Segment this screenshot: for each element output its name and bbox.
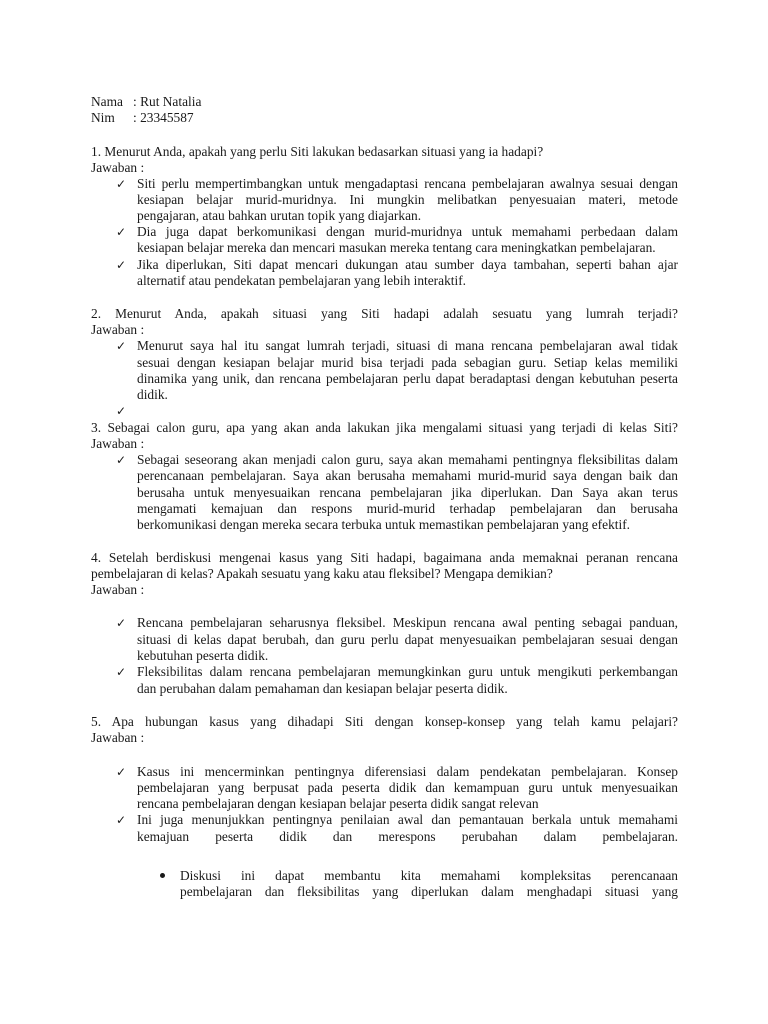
q5-answer-label: Jawaban : xyxy=(91,730,145,745)
q1-item1-line1: Siti perlu mempertimbangkan untuk mengadaptasi rencana pembelajaran awalnya sesuai dengan xyxy=(137,176,678,191)
q3-item1-line3: berusaha untuk menyesuaikan rencana pembelajaran jika diperlukan. Dan Saya akan terus xyxy=(137,485,678,500)
q1-item3-line1: Jika diperlukan, Siti dapat mencari dukungan atau sumber daya tambahan, seperti bahan ajar xyxy=(137,257,678,272)
q1-item3-line2: alternatif atau pendekatan pembelajaran yang lebih interaktif. xyxy=(137,273,467,288)
nama-label: Nama xyxy=(91,94,123,109)
q4-answer-label: Jawaban : xyxy=(91,582,145,597)
q3-item1-line1: Sebagai seseorang akan menjadi calon guru, saya akan memahami pentingnya fleksibilitas dalam xyxy=(137,452,678,467)
check-icon: ✓ xyxy=(116,453,127,467)
q1-item1-line2: kesiapan belajar murid-muridnya. Ini mungkin melibatkan penyesuaian materi, metode xyxy=(137,192,678,207)
q4-item2-line1: Fleksibilitas dalam rencana pembelajaran memungkinkan guru untuk mengikuti perkembangan xyxy=(137,664,678,679)
bullet-dot-icon xyxy=(160,873,165,878)
q4-question-line1: 4. Setelah berdiskusi mengenai kasus yang Siti hadapi, bagaimana anda memaknai peranan rencana xyxy=(91,550,678,565)
q5-bullet-line2: pembelajaran dan fleksibilitas yang diperlukan dalam menghadapi situasi yang xyxy=(180,884,678,899)
q1-item2-line2: kesiapan belajar mereka dan mencari masukan mereka tentang cara meningkatkan pembelajaran. xyxy=(137,240,656,255)
q2-answer-label: Jawaban : xyxy=(91,322,145,337)
q5-item2-line1: Ini juga menunjukkan pentingnya penilaian awal dan pemantauan berkala untuk memahami xyxy=(137,812,678,827)
nim-label: Nim xyxy=(91,110,115,125)
q5-item1-line1: Kasus ini mencerminkan pentingnya diferensiasi dalam pendekatan pembelajaran. Konsep xyxy=(137,764,678,779)
q2-item1-line1: Menurut saya hal itu sangat lumrah terjadi, situasi di mana rencana pembelajaran awal tidak xyxy=(137,338,678,353)
q2-question: 2. Menurut Anda, apakah situasi yang Siti hadapi adalah sesuatu yang lumrah terjadi? xyxy=(91,306,678,321)
q2-item1-line2: sesuai dengan kesiapan belajar murid bisa terjadi pada sebagian guru. Setiap kelas memiliki xyxy=(137,355,678,370)
check-icon: ✓ xyxy=(116,339,127,353)
q5-item2-line2: kemajuan peserta didik dan merespons perubahan dalam pembelajaran. xyxy=(137,829,678,844)
check-icon: ✓ xyxy=(116,177,127,191)
q5-item1-line2: pembelajaran yang berpusat pada peserta didik dan kemampuan guru untuk menyesuaikan xyxy=(137,780,678,795)
q5-bullet-line1: Diskusi ini dapat membantu kita memahami kompleksitas perencanaan xyxy=(180,868,678,883)
q5-question: 5. Apa hubungan kasus yang dihadapi Siti dengan konsep-konsep yang telah kamu pelajari? xyxy=(91,714,678,729)
q3-answer-label: Jawaban : xyxy=(91,436,145,451)
check-icon: ✓ xyxy=(116,665,127,679)
q3-item1-line4: mengamati kemajuan dan respons murid-murid terhadap pembelajaran dan berusaha xyxy=(137,501,678,516)
check-icon: ✓ xyxy=(116,225,127,239)
check-icon: ✓ xyxy=(116,404,127,418)
q1-question: 1. Menurut Anda, apakah yang perlu Siti lakukan bedasarkan situasi yang ia hadapi? xyxy=(91,144,544,159)
q4-item1-line2: situasi di kelas dapat berubah, dan guru perlu dapat menyesuaikan pembelajaran sesuai dengan xyxy=(137,632,678,647)
q1-item1-line3: pengajaran, atau bahkan urutan topik yang diajarkan. xyxy=(137,208,422,223)
q4-item1-line3: kebutuhan peserta didik. xyxy=(137,648,269,663)
q1-answer-label: Jawaban : xyxy=(91,160,145,175)
q2-item1-line3: dinamika yang unik, dan rencana pembelajaran perlu dapat beradaptasi dengan kebutuhan peserta xyxy=(137,371,678,386)
q3-item1-line2: perencanaan pembelajaran. Saya akan berusaha memahami murid-murid saya dengan baik dan xyxy=(137,468,678,483)
q3-question: 3. Sebagai calon guru, apa yang akan anda lakukan jika mengalami situasi yang terjadi di kelas Siti? xyxy=(91,420,678,435)
q4-item2-line2: dan perubahan dalam pemahaman dan kesiapan belajar peserta didik. xyxy=(137,681,508,696)
nama-value: : Rut Natalia xyxy=(133,94,202,109)
q2-item1-line4: didik. xyxy=(137,387,168,402)
check-icon: ✓ xyxy=(116,813,127,827)
check-icon: ✓ xyxy=(116,616,127,630)
check-icon: ✓ xyxy=(116,258,127,272)
q1-item2-line1: Dia juga dapat berkomunikasi dengan murid-muridnya untuk memahami perbedaan dalam xyxy=(137,224,678,239)
q4-question-line2: pembelajaran di kelas? Apakah sesuatu yang kaku atau fleksibel? Mengapa demikian? xyxy=(91,566,553,581)
q5-item1-line3: rencana pembelajaran dengan kesiapan belajar peserta didik sangat relevan xyxy=(137,796,539,811)
q4-item1-line1: Rencana pembelajaran seharusnya fleksibel. Meskipun rencana awal penting sebagai panduan, xyxy=(137,615,678,630)
nim-value: : 23345587 xyxy=(133,110,194,125)
check-icon: ✓ xyxy=(116,765,127,779)
q3-item1-line5: berkomunikasi dengan mereka secara terbuka untuk memastikan pembelajaran yang efektif. xyxy=(137,517,631,532)
